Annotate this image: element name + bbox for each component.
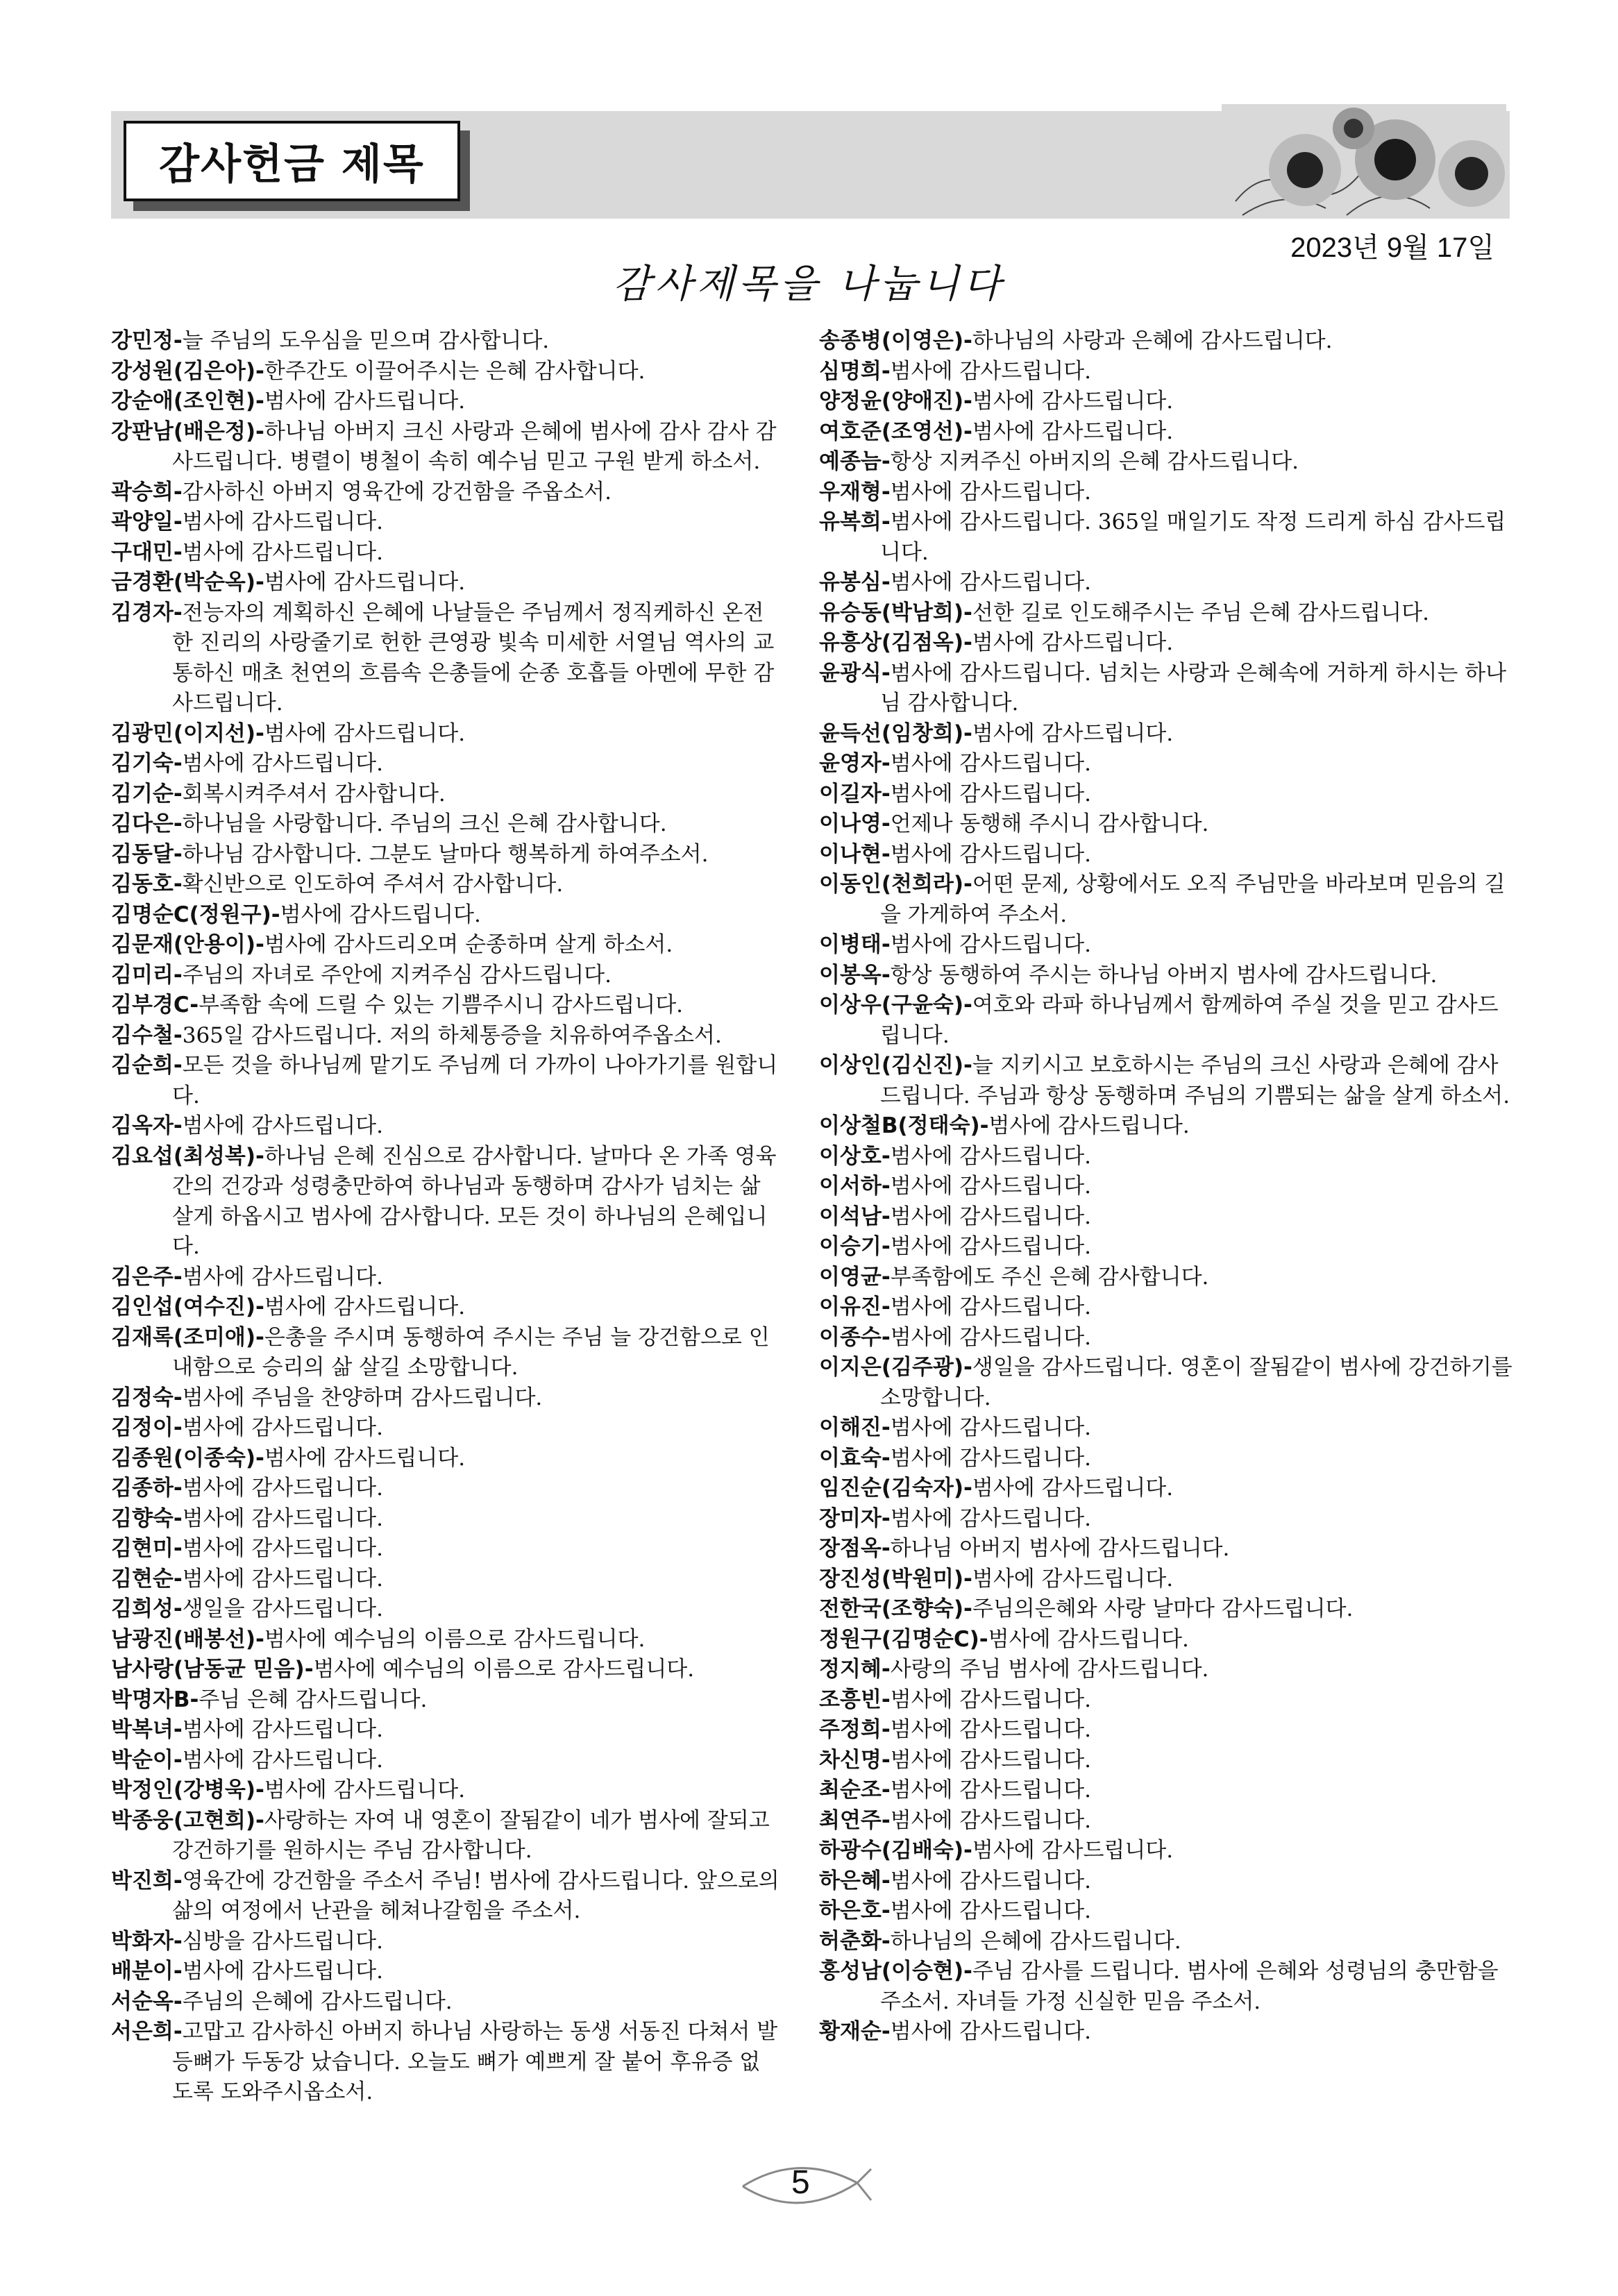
entry-text: 범사에 감사드립니다. <box>972 389 1174 414</box>
entry-text: 감사하신 아버지 영육간에 강건함을 주옵소서. <box>182 479 612 505</box>
entry-text: 범사에 감사드립니다. <box>972 1476 1174 1501</box>
entry-text: 하나님 아버지 범사에 감사드립니다. <box>890 1536 1230 1561</box>
entry-text: 심방을 감사드립니다. <box>182 1928 383 1954</box>
entry-text: 범사에 감사드립니다. 넘치는 사랑과 은혜속에 거하게 하시는 하나님 감사합니다. <box>880 660 1507 716</box>
entry-text: 범사에 예수님의 이름으로 감사드립니다. <box>264 1626 646 1652</box>
entry-text: 범사에 감사드립니다. <box>988 1113 1190 1138</box>
list-item <box>111 1594 781 1625</box>
entry-name: 우재형- <box>819 479 891 505</box>
entry-text: 부족함에도 주신 은혜 감사합니다. <box>890 1264 1209 1290</box>
list-item <box>819 326 1513 357</box>
entry-text: 범사에 감사드립니다. <box>890 570 1091 595</box>
entry-text: 사랑하는 자여 내 영혼이 잘됨같이 네가 범사에 잘되고 강건하기를 원하시는 주님 감사합니다. <box>172 1807 770 1863</box>
list-item <box>111 2017 781 2108</box>
entry-text: 부족함 속에 드릴 수 있는 기쁨주시니 감사드립니다. <box>199 993 684 1018</box>
list-item <box>111 1806 781 1866</box>
entry-text: 범사에 예수님의 이름으로 감사드립니다. <box>313 1657 695 1682</box>
page-number-badge <box>736 2155 875 2218</box>
entry-text: 하나님을 사랑합니다. 주님의 크신 은혜 감사합니다. <box>182 811 667 836</box>
list-item <box>111 900 781 931</box>
list-item <box>819 719 1513 750</box>
entry-text: 범사에 감사드립니다. <box>182 1415 383 1440</box>
left-entry-list <box>111 326 781 2108</box>
entry-name: 장점옥- <box>819 1536 891 1561</box>
entry-name: 이유진- <box>819 1294 891 1319</box>
list-item <box>111 1715 781 1746</box>
entry-name: 윤영자- <box>819 751 891 776</box>
entry-name: 박종웅(고현희)- <box>111 1807 264 1833</box>
entry-text: 범사에 감사드립니다. <box>890 1687 1091 1712</box>
entry-name: 김현미- <box>111 1536 183 1561</box>
entry-text: 범사에 감사드립니다. 365일 매일기도 작정 드리게 하심 감사드립니다. <box>880 509 1506 565</box>
entry-text: 고맙고 감사하신 아버지 하나님 사랑하는 동생 서동진 다쳐서 발등뼈가 두동강 났습니다. 오늘도 뼈가 예쁘게 잘 붙어 후유증 없도록 도와주시옵소서. <box>172 2019 778 2104</box>
list-item <box>111 1564 781 1595</box>
entry-name: 이석남- <box>819 1204 891 1229</box>
list-item <box>111 961 781 991</box>
entry-text: 한주간도 이끌어주시는 은혜 감사합니다. <box>264 358 646 384</box>
list-item <box>111 1111 781 1142</box>
entry-name: 김명순C(정원구)- <box>111 902 280 927</box>
entry-name: 이서하- <box>819 1174 891 1199</box>
list-item <box>111 1866 781 1927</box>
entry-text: 범사에 감사드립니다. <box>182 539 383 565</box>
entry-name: 이봉옥- <box>819 962 891 988</box>
list-item <box>111 598 781 719</box>
list-item <box>111 1142 781 1263</box>
entry-name: 김수철- <box>111 1022 183 1048</box>
entry-name: 김종원(이종숙)- <box>111 1445 264 1471</box>
list-item <box>819 357 1513 387</box>
entry-name: 홍성남(이승현)- <box>819 1959 972 1984</box>
entry-text: 늘 지키시고 보호하시는 주님의 크신 사랑과 은혜에 감사드립니다. 주님과 항상 동행하며 주님의 기쁨되는 삶을 살게 하소서. <box>880 1053 1510 1108</box>
entry-text: 범사에 감사드립니다. <box>890 2019 1091 2044</box>
entry-name: 김다은- <box>111 811 183 836</box>
entry-name: 김정숙- <box>111 1385 183 1410</box>
list-item <box>819 568 1513 598</box>
entry-name: 최연주- <box>819 1807 891 1833</box>
list-item <box>819 870 1513 930</box>
list-item <box>111 326 781 357</box>
list-item <box>819 478 1513 508</box>
entry-text: 은총을 주시며 동행하여 주시는 주님 늘 강건함으로 인내함으로 승리의 삶 살길 소망합니다. <box>172 1324 770 1380</box>
entry-text: 주님 감사를 드립니다. 범사에 은혜와 성령님의 충만함을 주소서. 자녀들 가정 신실한 믿음 주소서. <box>880 1959 1499 2014</box>
entry-name: 박화자- <box>111 1928 183 1954</box>
list-item <box>819 2017 1513 2048</box>
entry-name: 김재록(조미애)- <box>111 1324 264 1350</box>
entry-name: 차신명- <box>819 1747 891 1773</box>
entry-text: 범사에 감사드립니다. <box>890 1234 1091 1259</box>
list-item <box>819 417 1513 448</box>
entry-name: 이승기- <box>819 1234 891 1259</box>
entry-name: 장미자- <box>819 1505 891 1531</box>
entry-text: 하나님 감사합니다. 그분도 날마다 행복하게 하여주소서. <box>182 841 709 867</box>
list-item <box>819 1474 1513 1504</box>
list-item <box>111 870 781 900</box>
entry-name: 남광진(배봉선)- <box>111 1626 264 1652</box>
section-subtitle: 감사제목을 나눕니다 <box>613 262 1005 307</box>
entry-text: 범사에 감사드립니다. <box>264 570 466 595</box>
list-item <box>819 1564 1513 1595</box>
list-item <box>819 1655 1513 1685</box>
entry-text: 전능자의 계획하신 은혜에 나날들은 주님께서 정직케하신 온전한 진리의 사랑줄기로 헌한 큰영광 빛속 미세한 서열님 역사의 교통하신 매초 천연의 흐름속 은총들에 순종 호흡들 아멘에 무한 감사드립니다. <box>172 600 775 716</box>
page-title: 감사헌금 제목 <box>159 140 425 189</box>
page-number: 5 <box>791 2164 810 2201</box>
list-item <box>819 1444 1513 1474</box>
list-item <box>111 1292 781 1323</box>
list-item <box>111 387 781 417</box>
entry-name: 박순이- <box>111 1747 183 1773</box>
entry-name: 김현순- <box>111 1566 183 1592</box>
entry-name: 이나현- <box>819 841 891 867</box>
entry-text: 범사에 감사드립니다. <box>972 720 1174 746</box>
entry-text: 범사에 감사드립니다. <box>182 751 383 776</box>
entry-name: 허춘화- <box>819 1928 891 1954</box>
entry-name: 서순옥- <box>111 1989 183 2014</box>
entry-text: 범사에 감사드립니다. <box>972 1566 1174 1592</box>
list-item <box>819 749 1513 779</box>
entry-name: 배분이- <box>111 1959 183 1984</box>
entry-text: 범사에 감사드립니다. <box>890 1505 1091 1531</box>
entry-name: 김기숙- <box>111 751 183 776</box>
sunflower-decoration-image <box>1222 104 1506 219</box>
entry-name: 여호준(조영선)- <box>819 419 972 444</box>
entry-name: 김기순- <box>111 781 183 807</box>
entry-name: 이병태- <box>819 932 891 957</box>
entry-name: 이지은(김주광)- <box>819 1355 972 1380</box>
list-item <box>111 568 781 598</box>
entry-text: 범사에 감사드립니다. <box>182 1476 383 1501</box>
entry-name: 이해진- <box>819 1415 891 1440</box>
entry-text: 영육간에 강건함을 주소서 주님! 범사에 감사드립니다. 앞으로의 삶의 여정에서 난관을 헤쳐나갈힘을 주소서. <box>172 1868 779 1923</box>
entry-name: 박정인(강병욱)- <box>111 1778 264 1803</box>
entry-name: 김경자- <box>111 600 183 625</box>
entry-text: 범사에 감사드립니다. <box>972 419 1174 444</box>
entry-text: 범사에 감사드립니다. <box>264 720 466 746</box>
list-item <box>111 1746 781 1776</box>
list-item <box>111 1987 781 2018</box>
entry-name: 김종하- <box>111 1476 183 1501</box>
entry-name: 김문재(안용이)- <box>111 932 264 957</box>
list-item <box>111 1685 781 1716</box>
entry-text: 범사에 감사드립니다. <box>182 1566 383 1592</box>
entry-name: 김동달- <box>111 841 183 867</box>
list-item <box>111 1051 781 1111</box>
list-item <box>819 990 1513 1051</box>
entry-name: 하은혜- <box>819 1868 891 1893</box>
entry-text: 범사에 감사드립니다. <box>264 389 466 414</box>
entry-name: 김향숙- <box>111 1505 183 1531</box>
entry-text: 범사에 감사드립니다. <box>890 1778 1091 1803</box>
bulletin-date: 2023년 9월 17일 <box>1290 233 1494 263</box>
entry-text: 사랑의 주님 범사에 감사드립니다. <box>890 1657 1209 1682</box>
entry-name: 장진성(박원미)- <box>819 1566 972 1592</box>
entry-text: 모든 것을 하나님께 맡기도 주님께 더 가까이 나아가기를 원합니다. <box>172 1053 778 1108</box>
list-item <box>819 1896 1513 1927</box>
list-item <box>819 1142 1513 1172</box>
entry-name: 이상우(구윤숙)- <box>819 993 972 1018</box>
list-item <box>819 1836 1513 1866</box>
entry-name: 김요섭(최성복)- <box>111 1143 264 1169</box>
entry-text: 범사에 감사드립니다. <box>890 1294 1091 1319</box>
list-item <box>111 840 781 870</box>
entry-name: 주정희- <box>819 1717 891 1742</box>
list-item <box>819 1353 1513 1413</box>
list-item <box>111 809 781 840</box>
list-item <box>819 1323 1513 1353</box>
entry-text: 범사에 감사드립니다. <box>182 509 383 534</box>
entry-text: 범사에 감사드립니다. <box>890 358 1091 384</box>
list-item <box>111 538 781 568</box>
entry-name: 유승동(박남희)- <box>819 600 972 625</box>
entry-text: 범사에 감사드립니다. <box>890 1898 1091 1923</box>
list-item <box>111 1655 781 1685</box>
entry-name: 정원구(김명순C)- <box>819 1626 988 1652</box>
entry-name: 곽승희- <box>111 479 183 505</box>
list-item <box>819 1866 1513 1897</box>
entry-name: 곽양일- <box>111 509 183 534</box>
list-item <box>819 1775 1513 1806</box>
list-item <box>111 1474 781 1504</box>
entry-text: 범사에 감사드리오며 순종하며 살게 하소서. <box>264 932 673 957</box>
list-item <box>819 1504 1513 1535</box>
entry-text: 범사에 감사드립니다. <box>890 1415 1091 1440</box>
entry-name: 심명희- <box>819 358 891 384</box>
entry-text: 범사에 감사드립니다. <box>890 1204 1091 1229</box>
entry-name: 하광수(김배숙)- <box>819 1838 972 1863</box>
entry-name: 구대민- <box>111 539 183 565</box>
entry-name: 이상호- <box>819 1143 891 1169</box>
entry-text: 범사에 감사드립니다. <box>890 1717 1091 1742</box>
entry-text: 범사에 감사드립니다. <box>890 751 1091 776</box>
entry-text: 범사에 감사드립니다. <box>890 1174 1091 1199</box>
entry-text: 범사에 감사드립니다. <box>182 1959 383 1984</box>
entry-text: 선한 길로 인도해주시는 주님 은혜 감사드립니다. <box>972 600 1429 625</box>
list-item <box>819 1806 1513 1837</box>
entry-text: 생일을 감사드립니다. <box>182 1596 383 1621</box>
list-item <box>819 598 1513 629</box>
list-item <box>111 779 781 810</box>
entry-text: 범사에 감사드립니다. <box>182 1717 383 1742</box>
list-item <box>111 1957 781 1987</box>
entry-name: 최순조- <box>819 1778 891 1803</box>
entry-name: 예종늠- <box>819 449 891 474</box>
entry-name: 김옥자- <box>111 1113 183 1138</box>
entry-text: 범사에 감사드립니다. <box>890 1324 1091 1350</box>
entry-text: 주님 은혜 감사드립니다. <box>199 1687 428 1712</box>
list-item <box>819 1292 1513 1323</box>
entry-name: 남사랑(남동균 믿음)- <box>111 1657 314 1682</box>
list-item <box>819 840 1513 870</box>
page-title-box <box>124 121 460 201</box>
list-item <box>819 1594 1513 1625</box>
entry-text: 생일을 감사드립니다. 영혼이 잘됨같이 범사에 강건하기를 소망합니다. <box>880 1355 1512 1410</box>
list-item <box>819 1051 1513 1111</box>
list-item <box>111 1444 781 1474</box>
entry-name: 강순애(조인현)- <box>111 389 264 414</box>
entry-name: 전한국(조향숙)- <box>819 1596 972 1621</box>
list-item <box>111 478 781 508</box>
entry-name: 윤광식- <box>819 660 891 686</box>
list-item <box>819 447 1513 478</box>
entry-text: 하나님의 사랑과 은혜에 감사드립니다. <box>972 328 1333 353</box>
list-item <box>819 779 1513 810</box>
entry-name: 유봉심- <box>819 570 891 595</box>
entry-text: 어떤 문제, 상황에서도 오직 주님만을 바라보며 믿음의 길을 가게하여 주소서. <box>880 872 1506 927</box>
entry-name: 하은호- <box>819 1898 891 1923</box>
entry-name: 박복녀- <box>111 1717 183 1742</box>
entry-text: 주님의 은혜에 감사드립니다. <box>182 1989 453 2014</box>
entry-name: 강판남(배은정)- <box>111 419 264 444</box>
list-item <box>819 1202 1513 1233</box>
list-item <box>819 387 1513 417</box>
entry-name: 김순희- <box>111 1053 183 1078</box>
list-item <box>819 659 1513 719</box>
entry-text: 언제나 동행해 주시니 감사합니다. <box>890 811 1209 836</box>
list-item <box>819 961 1513 991</box>
entry-name: 이상철B(정태숙)- <box>819 1113 989 1138</box>
list-item <box>111 1413 781 1444</box>
list-item <box>111 1323 781 1383</box>
entry-name: 유복희- <box>819 509 891 534</box>
list-item <box>111 1534 781 1564</box>
entry-text: 범사에 감사드립니다. <box>972 1838 1174 1863</box>
entry-name: 정지혜- <box>819 1657 891 1682</box>
entry-name: 이종수- <box>819 1324 891 1350</box>
right-entry-list <box>819 326 1513 2048</box>
entry-name: 강성원(김은아)- <box>111 358 264 384</box>
entry-name: 김광민(이지선)- <box>111 720 264 746</box>
entry-text: 범사에 감사드립니다. <box>182 1113 383 1138</box>
entry-text: 회복시켜주셔서 감사합니다. <box>182 781 446 807</box>
entry-text: 범사에 감사드립니다. <box>890 1868 1091 1893</box>
list-item <box>819 1685 1513 1716</box>
list-item <box>819 1927 1513 1957</box>
list-item <box>111 990 781 1021</box>
entry-text: 범사에 감사드립니다. <box>280 902 481 927</box>
entry-name: 유흥상(김점옥)- <box>819 630 972 655</box>
entry-name: 박명자B- <box>111 1687 199 1712</box>
entry-name: 이영균- <box>819 1264 891 1290</box>
entry-name: 서은희- <box>111 2019 183 2044</box>
entry-text: 여호와 라파 하나님께서 함께하여 주실 것을 믿고 감사드립니다. <box>880 993 1499 1048</box>
list-item <box>819 1172 1513 1202</box>
entry-text: 범사에 감사드립니다. <box>890 1807 1091 1833</box>
entry-text: 항상 동행하여 주시는 하나님 아버지 범사에 감사드립니다. <box>890 962 1438 988</box>
entry-text: 범사에 감사드립니다. <box>890 932 1091 957</box>
entry-text: 범사에 감사드립니다. <box>988 1626 1189 1652</box>
entry-name: 금경환(박순옥)- <box>111 570 264 595</box>
list-item <box>819 1232 1513 1263</box>
list-item <box>819 1413 1513 1444</box>
entry-name: 황재순- <box>819 2019 891 2044</box>
list-item <box>819 1715 1513 1746</box>
entry-text: 범사에 감사드립니다. <box>890 841 1091 867</box>
list-item <box>111 719 781 750</box>
list-item <box>819 628 1513 659</box>
entry-name: 김미리- <box>111 962 183 988</box>
entry-name: 이길자- <box>819 781 891 807</box>
entry-text: 범사에 감사드립니다. <box>182 1536 383 1561</box>
entry-name: 김인섭(여수진)- <box>111 1294 264 1319</box>
entry-text: 범사에 감사드립니다. <box>890 479 1091 505</box>
list-item <box>111 1775 781 1806</box>
entry-text: 범사에 감사드립니다. <box>890 781 1091 807</box>
entry-text: 주님의 자녀로 주안에 지켜주심 감사드립니다. <box>182 962 612 988</box>
list-item <box>111 1625 781 1655</box>
entry-text: 확신반으로 인도하여 주셔서 감사합니다. <box>182 872 564 897</box>
entry-name: 조흥빈- <box>819 1687 891 1712</box>
entry-name: 강민정- <box>111 328 183 353</box>
list-item <box>819 1746 1513 1776</box>
entry-text: 범사에 주님을 찬양하며 감사드립니다. <box>182 1385 543 1410</box>
entry-name: 임진순(김숙자)- <box>819 1476 972 1501</box>
list-item <box>819 507 1513 568</box>
entry-name: 김희성- <box>111 1596 183 1621</box>
entry-text: 범사에 감사드립니다. <box>890 1143 1091 1169</box>
list-item <box>111 1383 781 1414</box>
entry-name: 양정윤(양애진)- <box>819 389 972 414</box>
list-item <box>111 930 781 961</box>
entry-text: 범사에 감사드립니다. <box>890 1747 1091 1773</box>
list-item <box>819 809 1513 840</box>
entry-text: 하나님 아버지 크신 사랑과 은혜에 범사에 감사 감사 감사드립니다. 병렬이 병철이 속히 예수님 믿고 구원 받게 하소서. <box>172 419 777 474</box>
entry-text: 항상 지켜주신 아버지의 은혜 감사드립니다. <box>890 449 1299 474</box>
entry-text: 하나님의 은혜에 감사드립니다. <box>890 1928 1181 1954</box>
list-item <box>111 1021 781 1052</box>
list-item <box>819 1263 1513 1293</box>
entry-name: 이나영- <box>819 811 891 836</box>
entry-text: 365일 감사드립니다. 저의 하체통증을 치유하여주옵소서. <box>182 1022 722 1048</box>
entry-name: 이효숙- <box>819 1445 891 1471</box>
entry-name: 이동인(천희라)- <box>819 872 972 897</box>
list-item <box>111 357 781 387</box>
entry-name: 박진희- <box>111 1868 183 1893</box>
entry-name: 송종병(이영은)- <box>819 328 972 353</box>
entry-name: 김부경C- <box>111 993 199 1018</box>
list-item <box>819 1534 1513 1564</box>
entry-text: 범사에 감사드립니다. <box>972 630 1174 655</box>
entry-name: 김은주- <box>111 1264 183 1290</box>
list-item <box>111 1263 781 1293</box>
entry-text: 범사에 감사드립니다. <box>182 1747 383 1773</box>
entry-text: 범사에 감사드립니다. <box>182 1264 383 1290</box>
entry-name: 이상인(김신진)- <box>819 1053 972 1078</box>
list-item <box>111 749 781 779</box>
list-item <box>819 1957 1513 2017</box>
entry-text: 늘 주님의 도우심을 믿으며 감사합니다. <box>182 328 550 353</box>
entry-text: 범사에 감사드립니다. <box>182 1505 383 1531</box>
list-item <box>819 1625 1513 1655</box>
list-item <box>819 1111 1513 1142</box>
entry-text: 범사에 감사드립니다. <box>264 1778 466 1803</box>
list-item <box>111 1927 781 1957</box>
entry-name: 김정이- <box>111 1415 183 1440</box>
list-item <box>111 417 781 478</box>
entry-text: 범사에 감사드립니다. <box>890 1445 1091 1471</box>
entry-text: 주님의은혜와 사랑 날마다 감사드립니다. <box>972 1596 1354 1621</box>
list-item <box>819 930 1513 961</box>
entry-text: 범사에 감사드립니다. <box>264 1445 466 1471</box>
entry-text: 하나님 은혜 진심으로 감사합니다. 날마다 온 가족 영육간의 건강과 성령충만하여 하나님과 동행하며 감사가 넘치는 삶 살게 하옵시고 범사에 감사합니다. 모든 것이 하나님의 은혜입니다. <box>172 1143 777 1259</box>
entry-text: 범사에 감사드립니다. <box>264 1294 466 1319</box>
entry-name: 윤득선(임창희)- <box>819 720 972 746</box>
list-item <box>111 507 781 538</box>
entry-name: 김동호- <box>111 872 183 897</box>
list-item <box>111 1504 781 1535</box>
